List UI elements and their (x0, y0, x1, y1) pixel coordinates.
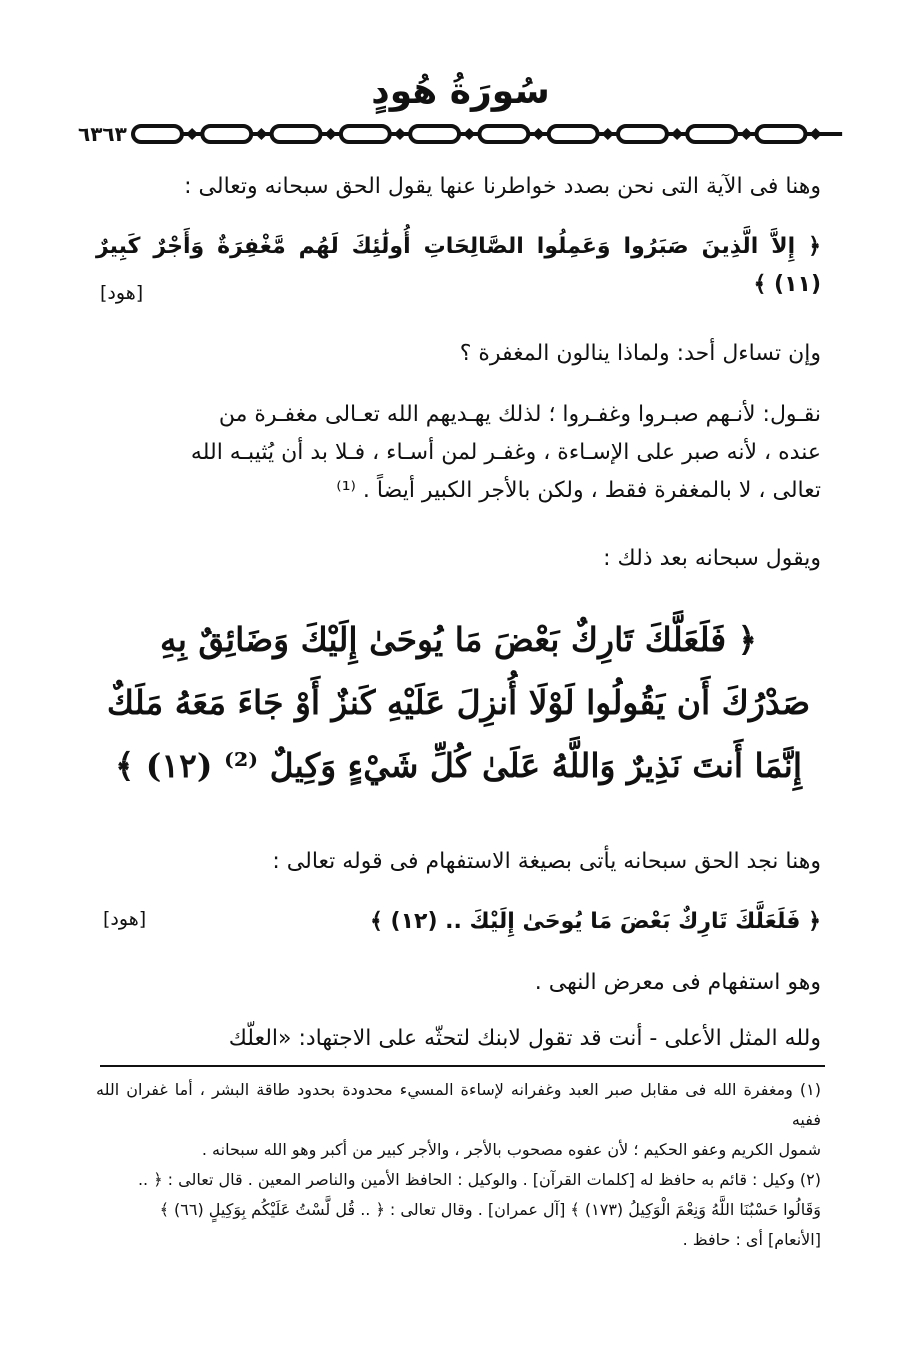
quran-line-2: صَدْرُكَ أَن يَقُولُوا لَوْلَا أُنزِلَ عَلَيْهِ كَنزٌ أَوْ جَاءَ مَعَهُ مَلَكٌ (106, 683, 811, 722)
paragraph-answer (96, 396, 821, 510)
verse-12-reference: [هود] (103, 908, 147, 930)
paragraph-intro (96, 168, 821, 206)
footnote-1-line-1: (١) ومغفرة الله فى مقابل صبر العبد وغفرانه لإساءة المسيء محدودة بحدود طاقة البشر ، أما غفران الله ففيه (96, 1080, 821, 1129)
paragraph-example: ولله المثل الأعلى - أنت قد تقول لابنك لتحثّه على الاجتهاد: «العلّك (228, 1026, 821, 1051)
header-ornament (74, 120, 844, 148)
paragraph-question: وإن تساءل أحد: ولماذا ينالون المغفرة ؟ (459, 341, 821, 366)
answer-line-2: عنده ، لأنه صبر على الإسـاءة ، وغفـر لمن أسـاء ، فـلا بد أن يُثيبـه الله (190, 440, 821, 465)
verse-11: ﴿ إِلاَّ الَّذِينَ صَبَرُوا وَعَمِلُوا الصَّالِحَاتِ أُولَٰئِكَ لَهُم مَّغْفِرَةٌ وَأَجْرٌ كَبِيرٌ (١١) ﴾ (96, 234, 821, 297)
footnote-2-line-1: (٢) وكيل : قائم به حافظ له [كلمات القرآن] . والوكيل : الحافظ الأمين والناصر المعين . قال تعالى : ﴿ .. (137, 1170, 821, 1189)
quran-line-3: إِنَّمَا أَنتَ نَذِيرٌ وَاللَّهُ عَلَىٰ كُلِّ شَيْءٍ وَكِيلٌ ⁽²⁾ (١٢) ﴾ (114, 746, 803, 785)
paragraph-interrogative: وهنا نجد الحق سبحانه يأتى بصيغة الاستفهام فى قوله تعالى : (272, 849, 821, 874)
paragraph-transition: ويقول سبحانه بعد ذلك : (603, 546, 821, 571)
verse-12-excerpt: ﴿ فَلَعَلَّكَ تَارِكٌ بَعْضَ مَا يُوحَىٰ إِلَيْكَ .. (١٢) ﴾ (369, 909, 821, 934)
page-number: ٦٣٦٣ (78, 122, 127, 146)
verse-11-reference: [هود] (100, 282, 144, 304)
footnotes (96, 1075, 821, 1255)
ornament-border-icon (131, 120, 844, 148)
footnote-2-line-2: وَقَالُوا حَسْبُنَا اللَّهُ وَنِعْمَ الْوَكِيلُ (١٧٣) ﴾ [آل عمران] . وقال تعالى : ﴿ .. قُل لَّسْتُ عَلَيْكُم بِوَكِيلٍ (٦٦) ﴾ (159, 1200, 821, 1219)
footnote-divider (100, 1065, 825, 1067)
quran-verse-12 (96, 608, 821, 808)
answer-line-1: نقـول: لأنـهم صبـروا وغفـروا ؛ لذلك يهـديهم الله تعـالى مغفـرة من (218, 402, 821, 427)
footnote-1-line-2: شمول الكريم وعفو الحكيم ؛ لأن عفوه مصحوب بالأجر ، والأجر كبير من أكبر وهو الله سبحانه . (201, 1140, 821, 1159)
sura-title: سُورَةُ هُودٍ (371, 71, 550, 112)
paragraph-prohibition: وهو استفهام فى معرض النهى . (534, 970, 821, 995)
answer-line-3: تعالى ، لا بالمغفرة فقط ، ولكن بالأجر الكبير أيضاً . ⁽¹⁾ (336, 478, 821, 503)
footnote-2-line-3: [الأنعام] أى : حافظ . (682, 1230, 821, 1249)
quran-line-1: ﴿ فَلَعَلَّكَ تَارِكٌ بَعْضَ مَا يُوحَىٰ إِلَيْكَ وَضَائِقٌ بِهِ (160, 620, 757, 659)
intro-line: وهنا فى الآية التى نحن بصدد خواطرنا عنها يقول الحق سبحانه وتعالى : (184, 174, 821, 199)
